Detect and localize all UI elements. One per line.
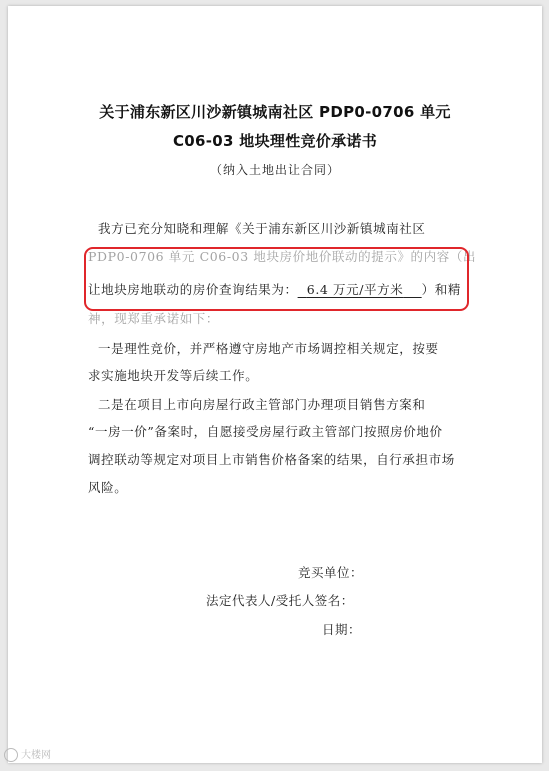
watermark <box>4 746 51 762</box>
para2-line1: 一是理性竞价，并严格遵守房地产市场调控相关规定，按要 <box>98 341 439 356</box>
watermark-logo-icon <box>4 748 18 762</box>
watermark-text: 大楼网 <box>21 750 51 761</box>
para1-line4: 神，现郑重承诺如下： <box>88 311 220 326</box>
para1-line3-suffix: ）和精 <box>421 282 461 297</box>
para3-line2: “一房一价”备案时，自愿接受房屋行政主管部门按照房价地价 <box>88 424 443 439</box>
document-subtitle: （纳入土地出让合同） <box>209 163 340 177</box>
price-value: 6.4 万元/平方米 <box>306 282 404 297</box>
para2-line2: 求实施地块开发等后续工作。 <box>88 368 259 383</box>
para1-line3-prefix: 让地块房地联动的房价查询结果为： <box>88 282 298 297</box>
para3-line4: 风险。 <box>88 480 128 495</box>
document-page <box>8 6 542 763</box>
signature-bidder: 竞买单位： <box>298 565 364 580</box>
para3-line1: 二是在项目上市向房屋行政主管部门办理项目销售方案和 <box>98 397 426 412</box>
para1-line1: 我方已充分知晓和理解《关于浦东新区川沙新镇城南社区 <box>98 221 426 236</box>
signature-date: 日期： <box>322 622 362 637</box>
document-title-line1: 关于浦东新区川沙新镇城南社区 PDP0-0706 单元 <box>99 103 451 121</box>
signature-representative: 法定代表人/受托人签名： <box>206 593 354 608</box>
highlight-box <box>84 247 469 311</box>
para3-line3: 调控联动等规定对项目上市销售价格备案的结果，自行承担市场 <box>88 452 455 467</box>
document-title-line2: C06-03 地块理性竞价承诺书 <box>172 132 377 150</box>
para1-line2: PDP0-0706 单元 C06-03 地块房价地价联动的提示》的内容（出 <box>88 249 477 264</box>
